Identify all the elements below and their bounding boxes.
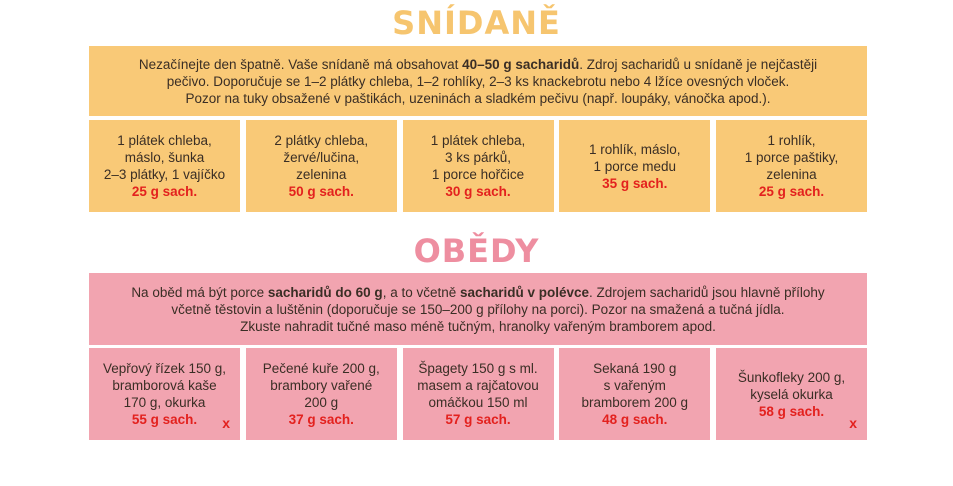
breakfast-card <box>403 120 554 212</box>
lunch-intro-fragment: Zkuste nahradit tučné maso méně tučným, hranolky vařeným bramborem apod. <box>240 318 716 334</box>
carb-amount: 57 g sach. <box>445 412 511 427</box>
meal-description: 1 plátek chleba, máslo, šunka 2–3 plátky, 1 vajíčko <box>103 133 226 182</box>
lunch-intro-fragment: sacharidů v polévce <box>459 284 590 300</box>
meal-description: 2 plátky chleba, žervé/lučina, zelenina <box>274 133 369 182</box>
breakfast-title: SNÍDANĚ <box>392 4 561 42</box>
meal-description: Špagety 150 g s ml. masem a rajčatovou omáčkou 150 ml <box>417 361 539 410</box>
carb-amount: 48 g sach. <box>602 412 668 427</box>
cross-mark-icon: x <box>849 415 857 431</box>
meal-description: Šunkofleky 200 g, kyselá okurka <box>737 369 846 402</box>
lunch-intro-fragment: včetně těstovin a luštěnin (doporučuje se 150–200 g přílohy na porci). Pozor na smažená a tučná jídla. <box>171 301 785 317</box>
lunch-intro-fragment: , a to včetně <box>382 284 460 300</box>
breakfast-intro-fragment: 40–50 g sacharidů <box>462 56 580 72</box>
carb-amount: 30 g sach. <box>445 184 511 199</box>
carb-amount: 35 g sach. <box>602 175 668 191</box>
carb-amount: 58 g sach. <box>758 403 825 419</box>
breakfast-intro-text <box>139 56 817 107</box>
lunch-cards <box>89 348 867 440</box>
carb-amount: 37 g sach. <box>288 412 354 427</box>
meal-description: Pečené kuře 200 g, brambory vařené 200 g <box>262 361 380 410</box>
carb-amount: 55 g sach. <box>131 412 198 427</box>
meal-description: Vepřový řízek 150 g, bramborová kaše 170 g, okurka <box>102 361 227 410</box>
lunch-intro-fragment: Na oběd má být porce <box>131 284 268 300</box>
lunch-card <box>246 348 397 440</box>
breakfast-cards <box>89 120 867 212</box>
breakfast-card <box>716 120 867 212</box>
meal-description: Sekaná 190 g s vařeným bramborem 200 g <box>581 361 689 410</box>
breakfast-intro <box>89 46 867 116</box>
breakfast-card <box>89 120 240 212</box>
breakfast-intro-fragment: pečivo. Doporučuje se 1–2 plátky chleba, 1–2 rohlíky, 2–3 ks knackebrotu nebo 4 lžíce ovesných vloček. <box>166 73 790 89</box>
lunch-title: OBĚDY <box>413 232 540 270</box>
meal-description: 1 rohlík, máslo, 1 porce medu <box>588 141 681 174</box>
lunch-intro-text <box>131 284 824 335</box>
breakfast-intro-fragment: . Zdroj sacharidů u snídaně je nejčastěji <box>579 56 818 72</box>
breakfast-card <box>246 120 397 212</box>
breakfast-intro-fragment: Pozor na tuky obsažené v paštikách, uzeninách a sladkém pečivu (např. loupáky, vánočka apod.). <box>185 90 771 106</box>
carb-amount: 25 g sach. <box>758 184 825 199</box>
carb-amount: 25 g sach. <box>131 184 198 199</box>
breakfast-card <box>559 120 710 212</box>
cross-mark-icon: x <box>222 415 230 431</box>
meal-description: 1 plátek chleba, 3 ks párků, 1 porce hořčice <box>430 133 526 182</box>
meal-description: 1 rohlík, 1 porce paštiky, zelenina <box>744 133 839 182</box>
lunch-intro-fragment: sacharidů do 60 g <box>267 284 383 300</box>
lunch-card <box>559 348 710 440</box>
lunch-card <box>89 348 240 440</box>
carb-amount: 50 g sach. <box>288 184 354 199</box>
lunch-card <box>403 348 554 440</box>
lunch-intro-fragment: . Zdrojem sacharidů jsou hlavně přílohy <box>589 284 825 300</box>
lunch-intro <box>89 273 867 345</box>
breakfast-intro-fragment: Nezačínejte den špatně. Vaše snídaně má obsahovat <box>138 56 463 72</box>
lunch-card <box>716 348 867 440</box>
